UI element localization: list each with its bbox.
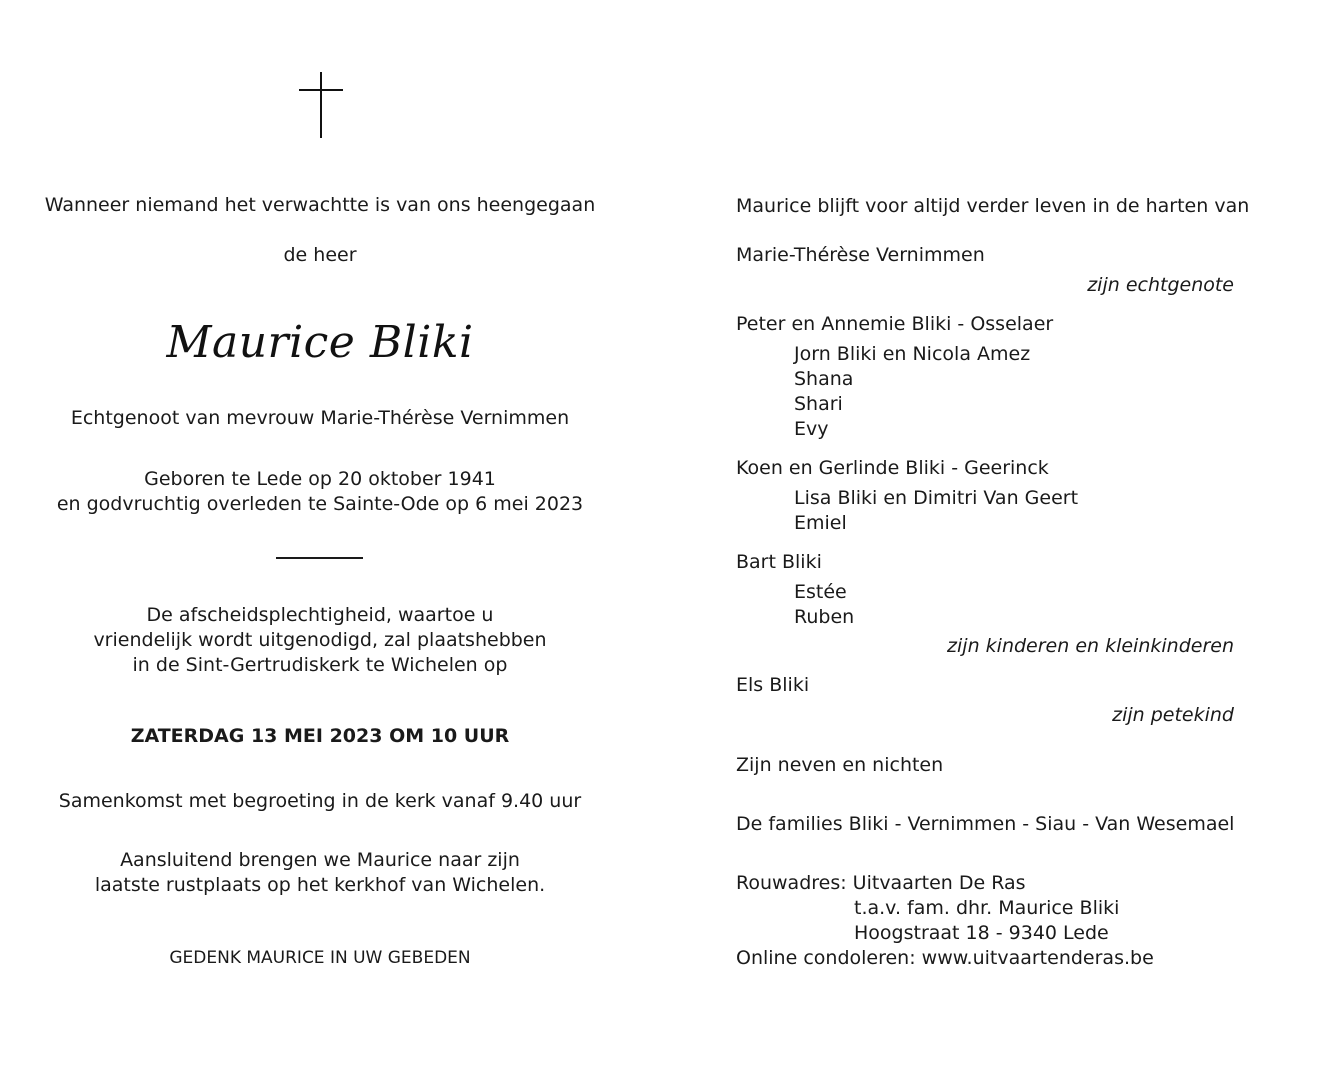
right-intro: Maurice blijft voor altijd verder leven in de harten van <box>736 195 1250 217</box>
address-line-2: t.a.v. fam. dhr. Maurice Bliki <box>854 897 1120 919</box>
grandchild: Evy <box>794 418 829 440</box>
address-line-3: Hoogstraat 18 - 9340 Lede <box>854 922 1109 944</box>
address-line-1: Rouwadres: Uitvaarten De Ras <box>736 872 1026 894</box>
grandchild: Shana <box>794 368 854 390</box>
grandchild: Lisa Bliki en Dimitri Van Geert <box>794 487 1079 509</box>
left-panel <box>0 0 640 1080</box>
families-line: De families Bliki - Vernimmen - Siau - Van Wesemael <box>736 813 1235 835</box>
cousins-line: Zijn neven en nichten <box>736 754 944 776</box>
ceremony-line-1: De afscheidsplechtigheid, waartoe u <box>146 604 494 626</box>
gathering-line: Samenkomst met begroeting in de kerk vanaf 9.40 uur <box>58 790 582 812</box>
child-2: Koen en Gerlinde Bliki - Geerinck <box>736 457 1049 479</box>
intro-text: Wanneer niemand het verwachtte is van ons heengegaan <box>44 194 596 216</box>
grandchild: Emiel <box>794 512 847 534</box>
online-condolence: Online condoleren: www.uitvaartenderas.be <box>736 947 1154 969</box>
grandchild: Estée <box>794 581 847 603</box>
death-line: en godvruchtig overleden te Sainte-Ode op 6 mei 2023 <box>56 493 584 515</box>
godchild-role: zijn petekind <box>1112 704 1234 726</box>
children-role: zijn kinderen en kleinkinderen <box>947 635 1234 657</box>
birth-line: Geboren te Lede op 20 oktober 1941 <box>144 468 496 490</box>
godchild: Els Bliki <box>736 674 810 696</box>
grandchild: Jorn Bliki en Nicola Amez <box>794 343 1031 365</box>
prayer-line: GEDENK MAURICE IN UW GEBEDEN <box>169 948 471 968</box>
ceremony-line-3: in de Sint-Gertrudiskerk te Wichelen op <box>132 654 508 676</box>
burial-line-1: Aansluitend brengen we Maurice naar zijn <box>120 849 520 871</box>
burial-line-2: laatste rustplaats op het kerkhof van Wichelen. <box>94 874 546 896</box>
deceased-name: Maurice Bliki <box>166 317 474 368</box>
divider <box>276 557 363 559</box>
ceremony-date: ZATERDAG 13 MEI 2023 OM 10 UUR <box>130 725 510 747</box>
grandchild: Shari <box>794 393 843 415</box>
title-prefix: de heer <box>283 244 357 266</box>
ceremony-line-2: vriendelijk wordt uitgenodigd, zal plaatshebben <box>93 629 547 651</box>
spouse-role: zijn echtgenote <box>1087 274 1234 296</box>
spouse-name: Marie-Thérèse Vernimmen <box>736 244 985 266</box>
child-3: Bart Bliki <box>736 551 822 573</box>
cross-icon <box>299 72 343 138</box>
spouse-line: Echtgenoot van mevrouw Marie-Thérèse Vernimmen <box>70 407 570 429</box>
right-panel <box>736 0 1250 1080</box>
child-1: Peter en Annemie Bliki - Osselaer <box>736 313 1054 335</box>
grandchild: Ruben <box>794 606 855 628</box>
